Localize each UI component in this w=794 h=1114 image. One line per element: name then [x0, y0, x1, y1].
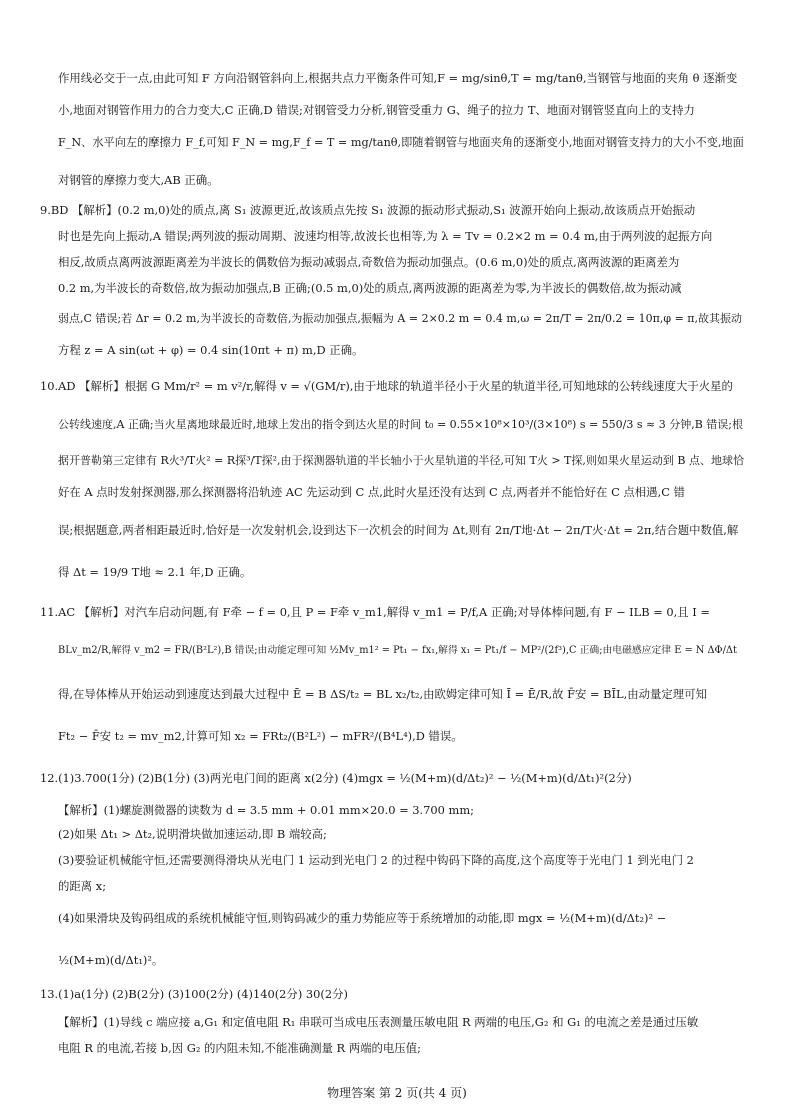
q9-line: 9.BD 【解析】(0.2 m,0)处的质点,离 S₁ 波源更近,故该质点先按 S₁ 波源的振动形式振动,S₁ 波源开始向上振动,故该质点开始振动 [40, 203, 696, 217]
text-line: 方程 z = A sin(ωt + φ) = 0.4 sin(10πt + π) m,D 正确。 [58, 343, 364, 357]
text-line: (3)要验证机械能守恒,还需要测得滑块从光电门 1 运动到光电门 2 的过程中钩码下降的高度,这个高度等于光电门 1 到光电门 2 [58, 853, 694, 867]
text-line: 时也是先向上振动,A 错误;两列波的振动周期、波速均相等,故波长也相等,为 λ = Tv = 0.2×2 m = 0.4 m,由于两列波的起振方向 [58, 229, 713, 243]
text-line: (2)如果 Δt₁ > Δt₂,说明滑块做加速运动,即 B 端较高; [58, 827, 327, 841]
q11-line: 11.AC 【解析】对汽车启动问题,有 F牵 − f = 0,且 P = F牵 v_m1,解得 v_m1 = P/f,A 正确;对导体棒问题,有 F − ILB = 0,且 I = [40, 605, 710, 619]
page-footer: 物理答案 第 2 页(共 4 页) [327, 1086, 467, 1100]
text-line: 作用线必交于一点,由此可知 F 方向沿钢管斜向上,根据共点力平衡条件可知,F = mg/sinθ,T = mg/tanθ,当钢管与地面的夹角 θ 逐渐变 [58, 71, 738, 85]
text-line: 【解析】(1)导线 c 端应接 a,G₁ 和定值电阻 R₁ 串联可当成电压表测量压敏电阻 R 两端的电压,G₂ 和 G₁ 的电流之差是通过压敏 [58, 1015, 699, 1029]
text-line: 弱点,C 错误;若 Δr = 0.2 m,为半波长的奇数倍,为振动加强点,振幅为 A = 2×0.2 m = 0.4 m,ω = 2π/T = 2π/0.2 = 10π,φ = π,故其振动 [58, 312, 743, 325]
text-line: 对钢管的摩擦力变大,AB 正确。 [58, 173, 219, 187]
text-line: 【解析】(1)螺旋测微器的读数为 d = 3.5 mm + 0.01 mm×20.0 = 3.700 mm; [58, 803, 474, 817]
q13-line: 13.(1)a(1分) (2)B(2分) (3)100(2分) (4)140(2分) 30(2分) [40, 987, 348, 1001]
text-line: 好在 A 点时发射探测器,那么探测器将沿轨迹 AC 先运动到 C 点,此时火星还没有达到 C 点,两者并不能恰好在 C 点相遇,C 错 [58, 485, 685, 499]
text-line: ½(M+m)(d/Δt₁)²。 [58, 953, 164, 967]
q10-line: 10.AD 【解析】根据 G Mm/r² = m v²/r,解得 v = √(GM/r),由于地球的轨道半径小于火星的轨道半径,可知地球的公转线速度大于火星的 [40, 379, 733, 393]
text-line: 据开普勒第三定律有 R火³/T火² = R探³/T探²,由于探测器轨道的半长轴小于火星轨道的半径,可知 T火 > T探,则如果火星运动到 B 点、地球恰 [58, 454, 744, 467]
text-line: 小,地面对钢管作用力的合力变大,C 正确,D 错误;对钢管受力分析,钢管受重力 G、绳子的拉力 T、地面对钢管竖直向上的支持力 [58, 103, 695, 117]
text-line: 相反,故质点离两波源距离差为半波长的偶数倍为振动减弱点,奇数倍为振动加强点。(0.6 m,0)处的质点,离两波源的距离差为 [58, 255, 680, 269]
text-line: 0.2 m,为半波长的奇数倍,故为振动加强点,B 正确;(0.5 m,0)处的质点,离两波源的距离差为零,为半波长的偶数倍,故为振动减 [58, 281, 682, 295]
q12-line: 12.(1)3.700(1分) (2)B(1分) (3)两光电门间的距离 x(2分) (4)mgx = ½(M+m)(d/Δt₂)² − ½(M+m)(d/Δt₁)²(2分) [40, 771, 632, 785]
text-line: Ft₂ − F̄安 t₂ = mv_m2,计算可知 x₂ = FRt₂/(B²L²) − mFR²/(B⁴L⁴),D 错误。 [58, 729, 463, 743]
text-line: 误;根据题意,两者相距最近时,恰好是一次发射机会,设到达下一次机会的时间为 Δt,则有 2π/T地·Δt − 2π/T火·Δt = 2π,结合题中数值,解 [58, 523, 739, 537]
text-line: 的距离 x; [58, 879, 107, 893]
text-line: F_N、水平向左的摩擦力 F_f,可知 F_N = mg,F_f = T = mg/tanθ,即随着钢管与地面夹角的逐渐变小,地面对钢管支持力的大小不变,地面 [58, 136, 744, 149]
text-line: 公转线速度,A 正确;当火星离地球最近时,地球上发出的指令到达火星的时间 t₀ = 0.55×10⁸×10³/(3×10⁸) s = 550/3 s ≈ 3 分钟,B 错误;根 [58, 418, 744, 431]
text-line: 得 Δt = 19/9 T地 ≈ 2.1 年,D 正确。 [58, 565, 252, 579]
text-line: 电阻 R 的电流,若接 b,因 G₂ 的内阻未知,不能准确测量 R 两端的电压值; [58, 1041, 421, 1055]
text-line: (4)如果滑块及钩码组成的系统机械能守恒,则钩码减少的重力势能应等于系统增加的动能,即 mgx = ½(M+m)(d/Δt₂)² − [58, 911, 667, 925]
text-line: 得,在导体棒从开始运动到速度达到最大过程中 Ē = B ΔS/t₂ = BL x₂/t₂,由欧姆定律可知 Ī = Ē/R,故 F̄安 = BĪL,由动量定理可知 [58, 687, 707, 701]
text-line: BLv_m2/R,解得 v_m2 = FR/(B²L²),B 错误;由动能定理可知 ½Mv_m1² = Pt₁ − fx₁,解得 x₁ = Pt₁/f − MP²/(2f³),C 正确;由电磁感应定律 E = N ΔΦ/Δt [58, 645, 737, 656]
